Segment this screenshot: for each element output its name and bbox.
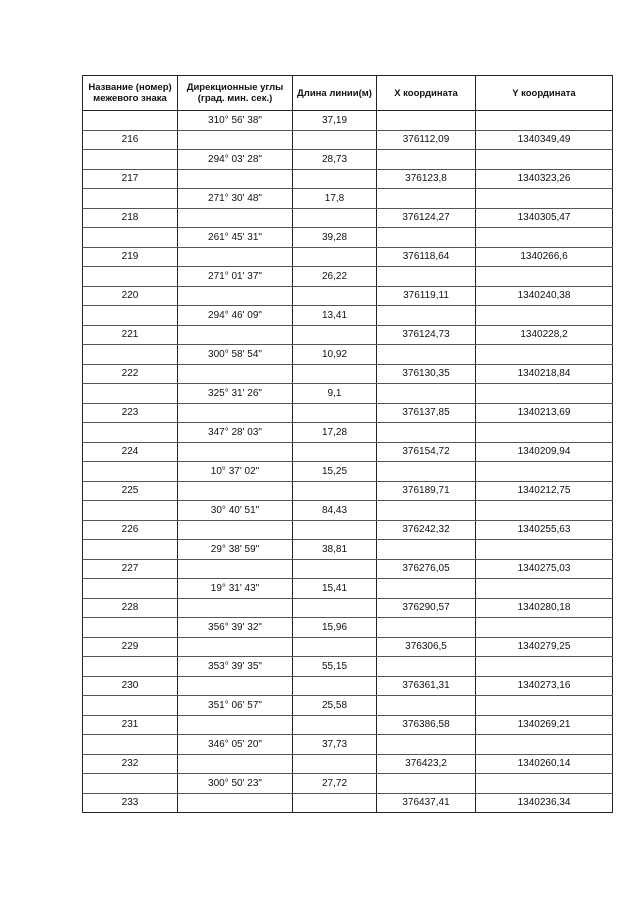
cell-y-coordinate bbox=[476, 579, 613, 599]
cell-line-length bbox=[293, 520, 377, 540]
table-row bbox=[83, 559, 613, 579]
cell-x-coordinate: 376123,8 bbox=[377, 169, 476, 189]
cell-line-length: 37,73 bbox=[293, 735, 377, 755]
header-line-length: Длина линии(м) bbox=[293, 76, 377, 111]
cell-line-length bbox=[293, 676, 377, 696]
cell-line-length: 15,25 bbox=[293, 462, 377, 482]
cell-direction-angle: 300° 50' 23" bbox=[178, 774, 293, 794]
cell-line-length: 15,96 bbox=[293, 618, 377, 638]
cell-y-coordinate bbox=[476, 228, 613, 248]
cell-y-coordinate: 1340305,47 bbox=[476, 208, 613, 228]
cell-x-coordinate bbox=[377, 501, 476, 521]
cell-direction-angle: 353° 39' 35" bbox=[178, 657, 293, 677]
cell-mark-name bbox=[83, 267, 178, 287]
cell-x-coordinate bbox=[377, 696, 476, 716]
cell-mark-name: 221 bbox=[83, 325, 178, 345]
cell-direction-angle bbox=[178, 169, 293, 189]
cell-y-coordinate: 1340280,18 bbox=[476, 598, 613, 618]
cell-x-coordinate: 376242,32 bbox=[377, 520, 476, 540]
cell-x-coordinate: 376118,64 bbox=[377, 247, 476, 267]
cell-x-coordinate bbox=[377, 540, 476, 560]
cell-x-coordinate bbox=[377, 423, 476, 443]
cell-direction-angle: 347° 28' 03" bbox=[178, 423, 293, 443]
cell-mark-name: 228 bbox=[83, 598, 178, 618]
cell-x-coordinate bbox=[377, 267, 476, 287]
table-row bbox=[83, 598, 613, 618]
cell-line-length: 25,58 bbox=[293, 696, 377, 716]
cell-x-coordinate: 376361,31 bbox=[377, 676, 476, 696]
cell-y-coordinate: 1340255,63 bbox=[476, 520, 613, 540]
cell-line-length bbox=[293, 208, 377, 228]
cell-direction-angle bbox=[178, 208, 293, 228]
cell-mark-name: 216 bbox=[83, 130, 178, 150]
document-page bbox=[82, 75, 612, 813]
header-mark-name: Название (номер) межевого знака bbox=[83, 76, 178, 111]
cell-mark-name: 223 bbox=[83, 403, 178, 423]
cell-mark-name: 233 bbox=[83, 793, 178, 813]
cell-y-coordinate: 1340323,26 bbox=[476, 169, 613, 189]
cell-line-length bbox=[293, 286, 377, 306]
cell-mark-name bbox=[83, 228, 178, 248]
table-row bbox=[83, 111, 613, 131]
cell-mark-name: 220 bbox=[83, 286, 178, 306]
cell-y-coordinate: 1340349,49 bbox=[476, 130, 613, 150]
cell-line-length bbox=[293, 130, 377, 150]
cell-mark-name: 226 bbox=[83, 520, 178, 540]
cell-x-coordinate: 376154,72 bbox=[377, 442, 476, 462]
cell-mark-name bbox=[83, 462, 178, 482]
cell-direction-angle: 261° 45' 31" bbox=[178, 228, 293, 248]
table-row bbox=[83, 286, 613, 306]
table-row bbox=[83, 267, 613, 287]
cell-mark-name: 225 bbox=[83, 481, 178, 501]
cell-x-coordinate: 376124,27 bbox=[377, 208, 476, 228]
cell-mark-name: 217 bbox=[83, 169, 178, 189]
table-row bbox=[83, 189, 613, 209]
cell-line-length: 38,81 bbox=[293, 540, 377, 560]
table-row bbox=[83, 696, 613, 716]
cell-x-coordinate: 376137,85 bbox=[377, 403, 476, 423]
cell-direction-angle bbox=[178, 364, 293, 384]
cell-direction-angle bbox=[178, 793, 293, 813]
cell-direction-angle: 346° 05' 20" bbox=[178, 735, 293, 755]
cell-mark-name bbox=[83, 696, 178, 716]
cell-line-length bbox=[293, 403, 377, 423]
cell-x-coordinate bbox=[377, 735, 476, 755]
header-x-coordinate: X координата bbox=[377, 76, 476, 111]
cell-direction-angle bbox=[178, 286, 293, 306]
cell-x-coordinate: 376423,2 bbox=[377, 754, 476, 774]
cell-line-length bbox=[293, 442, 377, 462]
cell-mark-name: 218 bbox=[83, 208, 178, 228]
cell-mark-name bbox=[83, 150, 178, 170]
cell-line-length: 13,41 bbox=[293, 306, 377, 326]
cell-mark-name bbox=[83, 423, 178, 443]
cell-line-length: 10,92 bbox=[293, 345, 377, 365]
cell-x-coordinate: 376276,05 bbox=[377, 559, 476, 579]
cell-mark-name: 231 bbox=[83, 715, 178, 735]
cell-y-coordinate: 1340218,84 bbox=[476, 364, 613, 384]
cell-y-coordinate: 1340228,2 bbox=[476, 325, 613, 345]
cell-direction-angle bbox=[178, 676, 293, 696]
cell-line-length bbox=[293, 793, 377, 813]
table-row bbox=[83, 774, 613, 794]
table-row bbox=[83, 462, 613, 482]
cell-x-coordinate: 376386,58 bbox=[377, 715, 476, 735]
cell-x-coordinate bbox=[377, 306, 476, 326]
cell-x-coordinate: 376189,71 bbox=[377, 481, 476, 501]
cell-y-coordinate bbox=[476, 501, 613, 521]
cell-y-coordinate bbox=[476, 384, 613, 404]
table-row bbox=[83, 403, 613, 423]
cell-mark-name bbox=[83, 189, 178, 209]
cell-mark-name bbox=[83, 501, 178, 521]
cell-y-coordinate bbox=[476, 345, 613, 365]
table-row bbox=[83, 130, 613, 150]
cell-mark-name: 229 bbox=[83, 637, 178, 657]
cell-x-coordinate bbox=[377, 579, 476, 599]
cell-mark-name: 222 bbox=[83, 364, 178, 384]
cell-mark-name bbox=[83, 540, 178, 560]
table-row bbox=[83, 618, 613, 638]
cell-line-length: 55,15 bbox=[293, 657, 377, 677]
cell-line-length bbox=[293, 247, 377, 267]
cell-x-coordinate bbox=[377, 189, 476, 209]
cell-direction-angle bbox=[178, 559, 293, 579]
cell-direction-angle: 310° 56' 38" bbox=[178, 111, 293, 131]
cell-mark-name: 232 bbox=[83, 754, 178, 774]
cell-mark-name bbox=[83, 618, 178, 638]
cell-direction-angle: 325° 31' 26" bbox=[178, 384, 293, 404]
cell-mark-name bbox=[83, 384, 178, 404]
cell-line-length bbox=[293, 169, 377, 189]
cell-y-coordinate bbox=[476, 306, 613, 326]
cell-mark-name: 224 bbox=[83, 442, 178, 462]
cell-y-coordinate bbox=[476, 189, 613, 209]
cell-x-coordinate: 376437,41 bbox=[377, 793, 476, 813]
header-y-coordinate: Y координата bbox=[476, 76, 613, 111]
cell-x-coordinate: 376290,57 bbox=[377, 598, 476, 618]
cell-x-coordinate bbox=[377, 462, 476, 482]
cell-y-coordinate bbox=[476, 111, 613, 131]
cell-direction-angle bbox=[178, 130, 293, 150]
cell-y-coordinate bbox=[476, 540, 613, 560]
cell-y-coordinate: 1340212,75 bbox=[476, 481, 613, 501]
cell-x-coordinate bbox=[377, 228, 476, 248]
cell-y-coordinate: 1340269,21 bbox=[476, 715, 613, 735]
cell-line-length: 28,73 bbox=[293, 150, 377, 170]
cell-line-length: 37,19 bbox=[293, 111, 377, 131]
table-row bbox=[83, 442, 613, 462]
cell-mark-name bbox=[83, 579, 178, 599]
cell-mark-name bbox=[83, 735, 178, 755]
table-row bbox=[83, 657, 613, 677]
table-row bbox=[83, 423, 613, 443]
cell-x-coordinate bbox=[377, 150, 476, 170]
cell-y-coordinate: 1340209,94 bbox=[476, 442, 613, 462]
table-row bbox=[83, 345, 613, 365]
table-row bbox=[83, 481, 613, 501]
cell-y-coordinate bbox=[476, 657, 613, 677]
table-row bbox=[83, 676, 613, 696]
cell-x-coordinate bbox=[377, 774, 476, 794]
cell-mark-name bbox=[83, 111, 178, 131]
cell-y-coordinate: 1340275,03 bbox=[476, 559, 613, 579]
cell-y-coordinate bbox=[476, 150, 613, 170]
table-row bbox=[83, 208, 613, 228]
table-row bbox=[83, 228, 613, 248]
cell-line-length bbox=[293, 481, 377, 501]
cell-line-length bbox=[293, 364, 377, 384]
cell-mark-name bbox=[83, 657, 178, 677]
cell-y-coordinate: 1340213,69 bbox=[476, 403, 613, 423]
cell-direction-angle bbox=[178, 598, 293, 618]
cell-line-length bbox=[293, 598, 377, 618]
cell-direction-angle: 294° 03' 28" bbox=[178, 150, 293, 170]
cell-y-coordinate: 1340240,38 bbox=[476, 286, 613, 306]
cell-x-coordinate bbox=[377, 618, 476, 638]
cell-y-coordinate bbox=[476, 618, 613, 638]
cell-direction-angle bbox=[178, 442, 293, 462]
table-row bbox=[83, 715, 613, 735]
table-row bbox=[83, 793, 613, 813]
table-row bbox=[83, 540, 613, 560]
table-row bbox=[83, 637, 613, 657]
cell-direction-angle bbox=[178, 715, 293, 735]
table-row bbox=[83, 247, 613, 267]
boundary-marks-table bbox=[82, 75, 613, 813]
cell-direction-angle: 271° 30' 48" bbox=[178, 189, 293, 209]
cell-direction-angle bbox=[178, 637, 293, 657]
cell-x-coordinate bbox=[377, 657, 476, 677]
cell-direction-angle: 294° 46' 09" bbox=[178, 306, 293, 326]
table-row bbox=[83, 364, 613, 384]
cell-direction-angle: 30° 40' 51" bbox=[178, 501, 293, 521]
table-row bbox=[83, 520, 613, 540]
cell-y-coordinate bbox=[476, 462, 613, 482]
table-row bbox=[83, 501, 613, 521]
cell-x-coordinate bbox=[377, 345, 476, 365]
cell-direction-angle: 271° 01' 37" bbox=[178, 267, 293, 287]
table-header-row bbox=[83, 76, 613, 111]
cell-y-coordinate bbox=[476, 423, 613, 443]
cell-y-coordinate: 1340236,34 bbox=[476, 793, 613, 813]
table-row bbox=[83, 754, 613, 774]
cell-y-coordinate: 1340260,14 bbox=[476, 754, 613, 774]
cell-line-length bbox=[293, 715, 377, 735]
cell-y-coordinate bbox=[476, 696, 613, 716]
cell-line-length: 27,72 bbox=[293, 774, 377, 794]
table-row bbox=[83, 579, 613, 599]
cell-direction-angle bbox=[178, 481, 293, 501]
table-row bbox=[83, 306, 613, 326]
cell-line-length bbox=[293, 637, 377, 657]
cell-y-coordinate: 1340273,16 bbox=[476, 676, 613, 696]
cell-line-length: 84,43 bbox=[293, 501, 377, 521]
cell-line-length: 26,22 bbox=[293, 267, 377, 287]
cell-y-coordinate: 1340266,6 bbox=[476, 247, 613, 267]
cell-direction-angle bbox=[178, 325, 293, 345]
table-row bbox=[83, 384, 613, 404]
cell-line-length bbox=[293, 559, 377, 579]
cell-x-coordinate: 376124,73 bbox=[377, 325, 476, 345]
cell-direction-angle: 300° 58' 54" bbox=[178, 345, 293, 365]
cell-x-coordinate: 376306,5 bbox=[377, 637, 476, 657]
cell-direction-angle: 29° 38' 59" bbox=[178, 540, 293, 560]
cell-mark-name bbox=[83, 306, 178, 326]
cell-direction-angle: 10° 37' 02" bbox=[178, 462, 293, 482]
table-row bbox=[83, 169, 613, 189]
header-direction-angle: Дирекционные углы (град. мин. сек.) bbox=[178, 76, 293, 111]
cell-line-length: 39,28 bbox=[293, 228, 377, 248]
cell-y-coordinate bbox=[476, 774, 613, 794]
cell-line-length: 15,41 bbox=[293, 579, 377, 599]
table-row bbox=[83, 735, 613, 755]
cell-line-length bbox=[293, 325, 377, 345]
cell-direction-angle bbox=[178, 247, 293, 267]
cell-direction-angle: 19° 31' 43" bbox=[178, 579, 293, 599]
cell-y-coordinate: 1340279,25 bbox=[476, 637, 613, 657]
cell-direction-angle bbox=[178, 520, 293, 540]
table-row bbox=[83, 325, 613, 345]
cell-direction-angle: 356° 39' 32" bbox=[178, 618, 293, 638]
cell-line-length: 17,28 bbox=[293, 423, 377, 443]
cell-y-coordinate bbox=[476, 735, 613, 755]
cell-x-coordinate bbox=[377, 384, 476, 404]
cell-line-length: 9,1 bbox=[293, 384, 377, 404]
cell-mark-name: 219 bbox=[83, 247, 178, 267]
cell-mark-name bbox=[83, 774, 178, 794]
table-row bbox=[83, 150, 613, 170]
cell-line-length bbox=[293, 754, 377, 774]
cell-y-coordinate bbox=[476, 267, 613, 287]
cell-x-coordinate bbox=[377, 111, 476, 131]
cell-direction-angle bbox=[178, 403, 293, 423]
table-body bbox=[83, 111, 613, 813]
cell-direction-angle: 351° 06' 57" bbox=[178, 696, 293, 716]
cell-line-length: 17,8 bbox=[293, 189, 377, 209]
cell-mark-name bbox=[83, 345, 178, 365]
cell-mark-name: 230 bbox=[83, 676, 178, 696]
cell-x-coordinate: 376119,11 bbox=[377, 286, 476, 306]
cell-x-coordinate: 376112,09 bbox=[377, 130, 476, 150]
cell-direction-angle bbox=[178, 754, 293, 774]
cell-mark-name: 227 bbox=[83, 559, 178, 579]
cell-x-coordinate: 376130,35 bbox=[377, 364, 476, 384]
